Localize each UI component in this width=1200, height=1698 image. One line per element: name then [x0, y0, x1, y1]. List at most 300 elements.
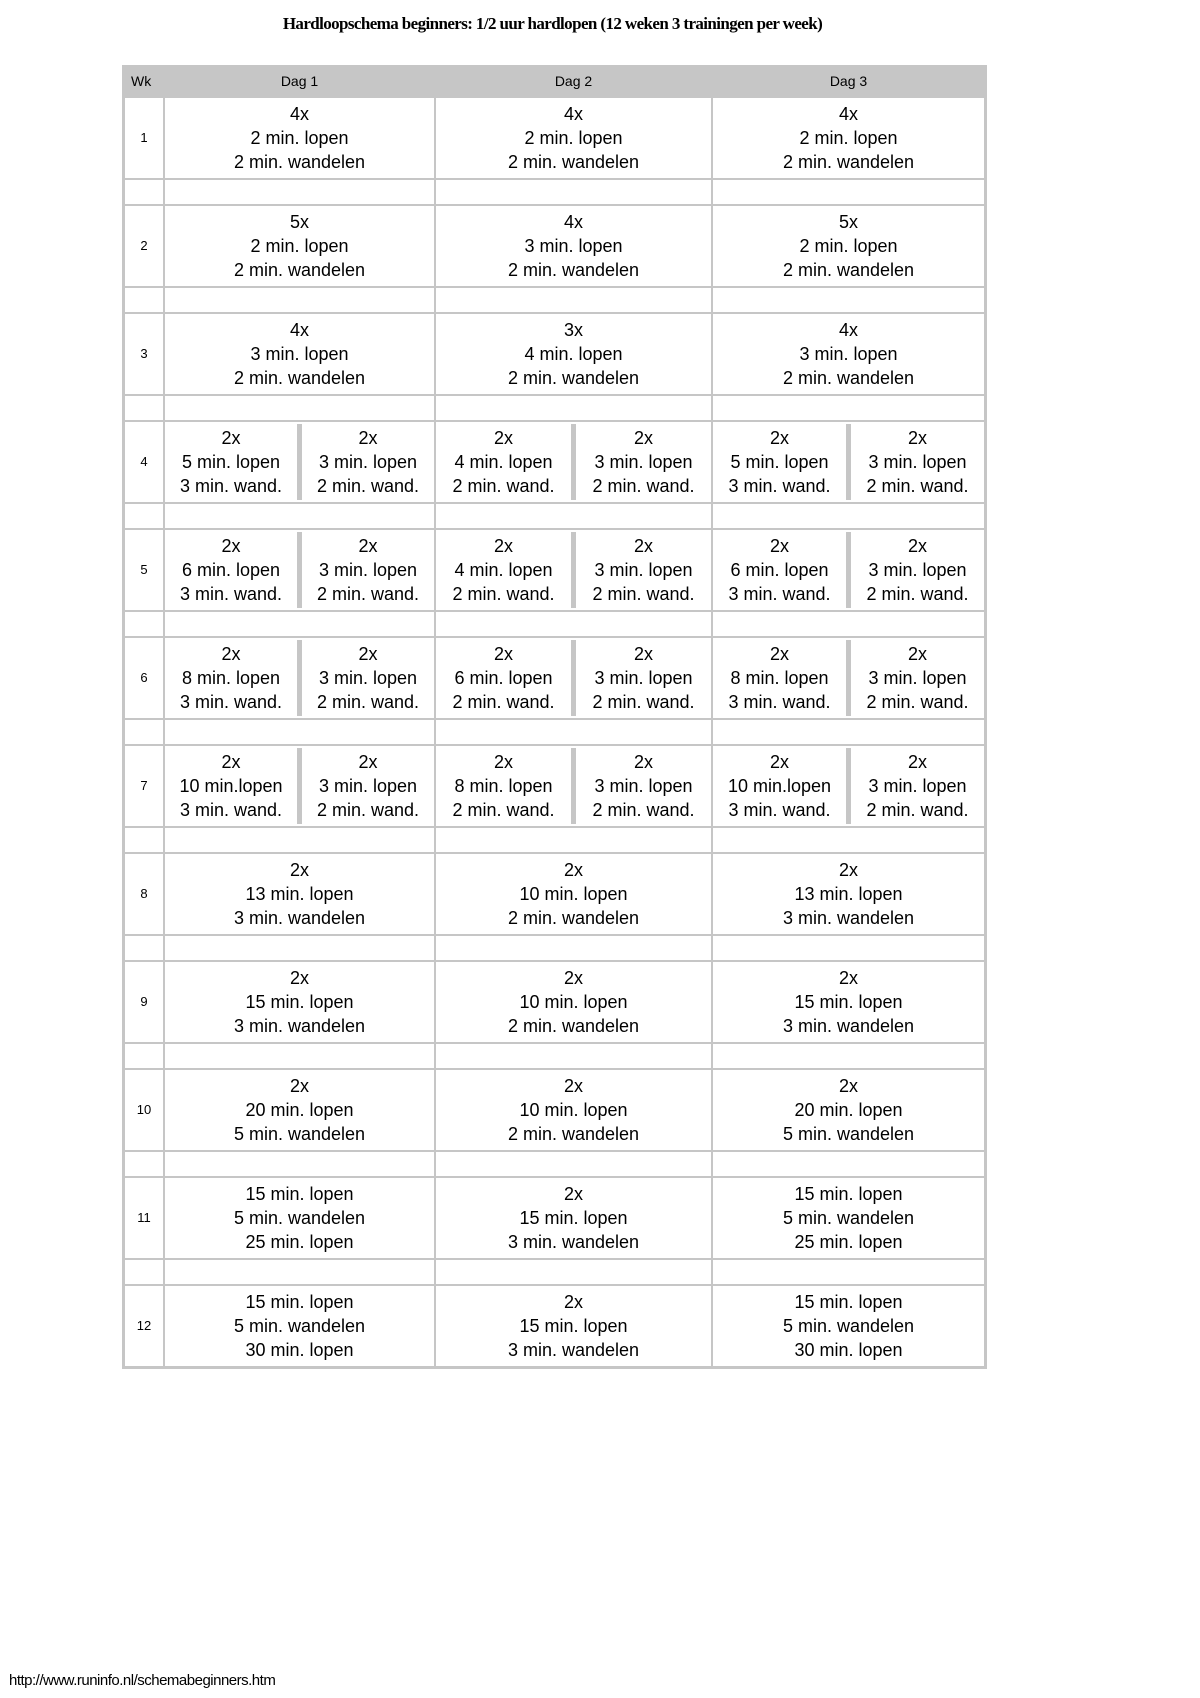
workout-line: 2 min. wand.	[592, 584, 695, 604]
workout-line: 3 min. lopen	[318, 668, 418, 688]
workout-line: 4x	[563, 104, 583, 124]
training-schedule-table	[122, 65, 987, 1369]
day-cell	[712, 1069, 985, 1151]
workout-line: 2 min. wandelen	[507, 152, 640, 172]
workout-line: 2 min. wand.	[866, 800, 969, 820]
day-cell	[164, 205, 435, 287]
day-cell	[435, 637, 712, 719]
workout-line: 2x	[289, 1076, 309, 1096]
workout-line: 8 min. lopen	[730, 668, 829, 688]
empty-cell	[124, 1259, 164, 1285]
spacer-row	[124, 395, 985, 421]
workout-line: 2 min. wandelen	[782, 368, 915, 388]
workout-line: 2x	[221, 752, 241, 772]
week-number: 5	[124, 529, 164, 611]
workout-line: 4 min. lopen	[454, 560, 553, 580]
workout-line: 2x	[769, 752, 789, 772]
empty-cell	[712, 611, 985, 637]
day-cell	[435, 313, 712, 395]
empty-cell	[164, 1259, 435, 1285]
split-workout	[713, 424, 984, 500]
spacer-row	[124, 611, 985, 637]
day-cell	[164, 1069, 435, 1151]
empty-cell	[435, 287, 712, 313]
workout-line: 13 min. lopen	[245, 884, 354, 904]
empty-cell	[124, 287, 164, 313]
day-cell	[712, 97, 985, 179]
day-cell	[164, 1285, 435, 1367]
week-row	[124, 1285, 985, 1367]
source-url: http://www.runinfo.nl/schemabeginners.htm	[9, 1672, 276, 1689]
workout-line: 15 min. lopen	[245, 1292, 354, 1312]
workout-line: 2x	[633, 536, 653, 556]
day-cell	[164, 637, 435, 719]
workout-line: 2x	[563, 1292, 583, 1312]
workout-part	[302, 642, 434, 714]
day-cell	[435, 853, 712, 935]
empty-cell	[435, 179, 712, 205]
workout-line: 25 min. lopen	[245, 1232, 354, 1252]
workout-part	[713, 750, 846, 822]
workout-line: 3 min. wandelen	[507, 1232, 640, 1252]
workout-line: 3 min. lopen	[868, 776, 967, 796]
empty-cell	[164, 1043, 435, 1069]
empty-cell	[164, 935, 435, 961]
workout-line: 25 min. lopen	[794, 1232, 903, 1252]
empty-cell	[164, 827, 435, 853]
workout-line: 2x	[907, 536, 927, 556]
empty-cell	[712, 827, 985, 853]
workout-line: 2x	[493, 644, 513, 664]
day-cell	[435, 1069, 712, 1151]
spacer-row	[124, 935, 985, 961]
workout-line: 2 min. wand.	[592, 800, 695, 820]
workout-line: 3 min. lopen	[594, 452, 693, 472]
week-row	[124, 1177, 985, 1259]
workout-line: 2 min. wand.	[866, 476, 969, 496]
workout-line: 3 min. wandelen	[507, 1340, 640, 1360]
workout-line: 2 min. wand.	[452, 584, 555, 604]
workout-line: 3 min. lopen	[524, 236, 623, 256]
split-workout	[436, 532, 711, 608]
workout-part	[436, 426, 571, 498]
day-cell	[712, 421, 985, 503]
workout-line: 6 min. lopen	[181, 560, 281, 580]
split-workout	[436, 748, 711, 824]
workout-part	[851, 750, 984, 822]
workout-line: 15 min. lopen	[245, 1184, 354, 1204]
day-cell	[164, 1177, 435, 1259]
workout-line: 15 min. lopen	[794, 992, 903, 1012]
empty-cell	[712, 935, 985, 961]
workout-line: 2x	[907, 428, 927, 448]
week-number: 7	[124, 745, 164, 827]
spacer-row	[124, 287, 985, 313]
workout-line: 3 min. wandelen	[782, 1016, 915, 1036]
workout-part	[576, 534, 711, 606]
workout-line: 30 min. lopen	[245, 1340, 354, 1360]
workout-part	[436, 534, 571, 606]
day-cell	[712, 961, 985, 1043]
page-title: Hardloopschema beginners: 1/2 uur hardlopen (12 weken 3 trainingen per week)	[282, 14, 823, 33]
workout-line: 2 min. wand.	[316, 476, 420, 496]
empty-cell	[164, 395, 435, 421]
workout-line: 2x	[907, 644, 927, 664]
workout-line: 2 min. wand.	[866, 692, 969, 712]
workout-line: 2 min. wand.	[592, 692, 695, 712]
workout-line: 2 min. wand.	[316, 584, 420, 604]
day-cell	[164, 313, 435, 395]
day-cell	[712, 637, 985, 719]
workout-line: 2 min. wandelen	[507, 908, 640, 928]
day-cell	[712, 313, 985, 395]
week-row	[124, 529, 985, 611]
split-workout	[713, 748, 984, 824]
week-number: 10	[124, 1069, 164, 1151]
workout-line: 2x	[563, 1184, 583, 1204]
week-row	[124, 205, 985, 287]
workout-line: 3 min. lopen	[318, 560, 418, 580]
workout-part	[576, 642, 711, 714]
workout-part	[576, 426, 711, 498]
day-cell	[712, 529, 985, 611]
workout-line: 2 min. wand.	[316, 692, 420, 712]
split-workout	[165, 640, 434, 716]
empty-cell	[124, 179, 164, 205]
workout-part	[713, 426, 846, 498]
workout-line: 2x	[358, 752, 378, 772]
empty-cell	[435, 1151, 712, 1177]
split-workout	[165, 424, 434, 500]
empty-cell	[164, 503, 435, 529]
workout-line: 2 min. wandelen	[507, 1016, 640, 1036]
header-row	[124, 65, 985, 97]
workout-line: 2 min. wandelen	[782, 260, 915, 280]
week-number: 4	[124, 421, 164, 503]
workout-line: 15 min. lopen	[794, 1292, 903, 1312]
workout-line: 3 min. wand.	[179, 584, 283, 604]
workout-line: 2 min. wandelen	[233, 152, 366, 172]
empty-cell	[124, 395, 164, 421]
empty-cell	[124, 503, 164, 529]
week-number: 11	[124, 1177, 164, 1259]
week-number: 6	[124, 637, 164, 719]
empty-cell	[435, 827, 712, 853]
workout-line: 3 min. wand.	[728, 584, 831, 604]
workout-part	[713, 534, 846, 606]
workout-line: 2 min. wandelen	[233, 260, 366, 280]
workout-line: 6 min. lopen	[730, 560, 829, 580]
workout-line: 5 min. wandelen	[782, 1208, 915, 1228]
week-row	[124, 745, 985, 827]
workout-line: 2x	[838, 860, 858, 880]
empty-cell	[712, 719, 985, 745]
workout-line: 15 min. lopen	[519, 1208, 628, 1228]
workout-line: 2x	[633, 428, 653, 448]
workout-line: 3 min. wand.	[179, 692, 283, 712]
empty-cell	[435, 1259, 712, 1285]
workout-line: 20 min. lopen	[794, 1100, 903, 1120]
day-cell	[164, 853, 435, 935]
day-cell	[164, 97, 435, 179]
spacer-row	[124, 1151, 985, 1177]
workout-part	[851, 426, 984, 498]
workout-line: 3 min. wand.	[179, 800, 283, 820]
workout-line: 13 min. lopen	[794, 884, 903, 904]
workout-line: 2x	[493, 428, 513, 448]
workout-line: 2 min. lopen	[799, 236, 898, 256]
day-cell	[435, 97, 712, 179]
workout-line: 5x	[289, 212, 309, 232]
empty-cell	[124, 827, 164, 853]
workout-line: 10 min.lopen	[179, 776, 283, 796]
workout-line: 2x	[358, 644, 378, 664]
workout-line: 2 min. wand.	[452, 800, 555, 820]
workout-line: 2x	[769, 428, 789, 448]
workout-line: 2 min. wandelen	[507, 260, 640, 280]
workout-line: 2 min. wandelen	[233, 368, 366, 388]
workout-line: 5 min. wandelen	[782, 1316, 915, 1336]
empty-cell	[435, 611, 712, 637]
workout-line: 4x	[563, 212, 583, 232]
split-workout	[165, 532, 434, 608]
workout-line: 2 min. lopen	[250, 236, 349, 256]
workout-part	[302, 750, 434, 822]
spacer-row	[124, 1259, 985, 1285]
workout-line: 5x	[838, 212, 858, 232]
empty-cell	[164, 719, 435, 745]
header-day-2: Dag 2	[435, 65, 712, 97]
spacer-row	[124, 827, 985, 853]
workout-part	[713, 642, 846, 714]
split-workout	[436, 424, 711, 500]
workout-part	[851, 642, 984, 714]
workout-line: 2 min. lopen	[799, 128, 898, 148]
week-number: 12	[124, 1285, 164, 1367]
empty-cell	[435, 935, 712, 961]
day-cell	[435, 421, 712, 503]
workout-line: 2x	[838, 1076, 858, 1096]
header-day-3: Dag 3	[712, 65, 985, 97]
workout-line: 10 min. lopen	[519, 1100, 628, 1120]
workout-line: 8 min. lopen	[454, 776, 553, 796]
day-cell	[435, 1285, 712, 1367]
workout-part	[436, 750, 571, 822]
week-number: 8	[124, 853, 164, 935]
workout-line: 2 min. wand.	[452, 692, 555, 712]
workout-line: 2 min. wandelen	[782, 152, 915, 172]
workout-line: 2 min. wandelen	[507, 368, 640, 388]
split-workout	[165, 748, 434, 824]
empty-cell	[124, 611, 164, 637]
workout-line: 15 min. lopen	[519, 1316, 628, 1336]
week-row	[124, 637, 985, 719]
workout-line: 2 min. wand.	[316, 800, 420, 820]
workout-line: 3 min. lopen	[250, 344, 349, 364]
day-cell	[164, 529, 435, 611]
week-row	[124, 97, 985, 179]
workout-line: 15 min. lopen	[794, 1184, 903, 1204]
header-day-1: Dag 1	[164, 65, 435, 97]
empty-cell	[712, 287, 985, 313]
workout-line: 3x	[563, 320, 583, 340]
workout-line: 10 min.lopen	[727, 776, 832, 796]
workout-part	[165, 534, 297, 606]
workout-line: 2 min. wandelen	[507, 1124, 640, 1144]
workout-line: 2 min. lopen	[524, 128, 623, 148]
spacer-row	[124, 1043, 985, 1069]
empty-cell	[435, 395, 712, 421]
workout-line: 3 min. lopen	[318, 452, 418, 472]
workout-line: 4 min. lopen	[524, 344, 623, 364]
day-cell	[435, 961, 712, 1043]
split-workout	[436, 640, 711, 716]
header-week: Wk	[124, 65, 164, 97]
workout-line: 2x	[493, 752, 513, 772]
day-cell	[712, 1285, 985, 1367]
workout-part	[165, 750, 297, 822]
workout-line: 2 min. wand.	[592, 476, 695, 496]
workout-line: 3 min. wandelen	[233, 1016, 366, 1036]
week-row	[124, 961, 985, 1043]
week-row	[124, 1069, 985, 1151]
empty-cell	[124, 1151, 164, 1177]
workout-line: 2x	[358, 536, 378, 556]
day-cell	[164, 961, 435, 1043]
workout-line: 3 min. lopen	[594, 668, 693, 688]
empty-cell	[164, 611, 435, 637]
workout-line: 10 min. lopen	[519, 992, 628, 1012]
split-workout	[713, 640, 984, 716]
workout-part	[576, 750, 711, 822]
workout-line: 2x	[769, 536, 789, 556]
empty-cell	[712, 179, 985, 205]
workout-line: 2x	[358, 428, 378, 448]
workout-line: 3 min. wand.	[179, 476, 283, 496]
empty-cell	[435, 1043, 712, 1069]
workout-line: 2 min. wand.	[866, 584, 969, 604]
workout-line: 30 min. lopen	[794, 1340, 903, 1360]
workout-line: 2x	[563, 860, 583, 880]
week-number: 3	[124, 313, 164, 395]
day-cell	[164, 745, 435, 827]
day-cell	[164, 421, 435, 503]
workout-line: 4x	[289, 104, 309, 124]
empty-cell	[164, 287, 435, 313]
spacer-row	[124, 179, 985, 205]
workout-line: 2x	[563, 1076, 583, 1096]
workout-line: 2x	[221, 536, 241, 556]
workout-part	[302, 534, 434, 606]
spacer-row	[124, 503, 985, 529]
workout-line: 4x	[838, 320, 858, 340]
day-cell	[435, 1177, 712, 1259]
spacer-row	[124, 719, 985, 745]
workout-line: 3 min. wand.	[728, 692, 831, 712]
workout-line: 3 min. wand.	[728, 476, 831, 496]
workout-line: 4x	[838, 104, 858, 124]
workout-line: 20 min. lopen	[245, 1100, 354, 1120]
empty-cell	[435, 719, 712, 745]
workout-part	[302, 426, 434, 498]
workout-line: 2x	[221, 428, 241, 448]
week-row	[124, 853, 985, 935]
empty-cell	[712, 1259, 985, 1285]
week-number: 2	[124, 205, 164, 287]
workout-line: 3 min. wandelen	[233, 908, 366, 928]
day-cell	[435, 205, 712, 287]
empty-cell	[712, 1043, 985, 1069]
workout-part	[165, 426, 297, 498]
empty-cell	[124, 1043, 164, 1069]
workout-line: 3 min. lopen	[868, 452, 967, 472]
workout-line: 2x	[563, 968, 583, 988]
workout-line: 3 min. lopen	[868, 668, 967, 688]
split-workout	[713, 532, 984, 608]
workout-line: 5 min. wandelen	[233, 1208, 366, 1228]
workout-line: 2 min. wand.	[452, 476, 555, 496]
workout-line: 5 min. wandelen	[233, 1316, 366, 1336]
workout-line: 4 min. lopen	[454, 452, 553, 472]
week-number: 9	[124, 961, 164, 1043]
workout-line: 2x	[289, 860, 309, 880]
empty-cell	[712, 1151, 985, 1177]
workout-line: 3 min. lopen	[318, 776, 418, 796]
workout-line: 5 min. wandelen	[233, 1124, 366, 1144]
day-cell	[435, 529, 712, 611]
day-cell	[435, 745, 712, 827]
workout-line: 10 min. lopen	[519, 884, 628, 904]
empty-cell	[124, 719, 164, 745]
workout-part	[165, 642, 297, 714]
workout-line: 3 min. lopen	[799, 344, 898, 364]
empty-cell	[712, 395, 985, 421]
empty-cell	[124, 935, 164, 961]
empty-cell	[712, 503, 985, 529]
workout-line: 3 min. wandelen	[782, 908, 915, 928]
workout-line: 3 min. wand.	[728, 800, 831, 820]
workout-part	[436, 642, 571, 714]
workout-line: 3 min. lopen	[868, 560, 967, 580]
workout-line: 2x	[907, 752, 927, 772]
empty-cell	[435, 503, 712, 529]
day-cell	[712, 745, 985, 827]
week-row	[124, 421, 985, 503]
workout-line: 8 min. lopen	[181, 668, 281, 688]
workout-line: 2x	[221, 644, 241, 664]
week-number: 1	[124, 97, 164, 179]
workout-line: 4x	[289, 320, 309, 340]
day-cell	[712, 853, 985, 935]
workout-line: 2x	[493, 536, 513, 556]
workout-line: 2x	[633, 644, 653, 664]
workout-part	[851, 534, 984, 606]
workout-line: 5 min. lopen	[181, 452, 281, 472]
workout-line: 2x	[289, 968, 309, 988]
day-cell	[712, 205, 985, 287]
empty-cell	[164, 179, 435, 205]
workout-line: 2 min. lopen	[250, 128, 349, 148]
workout-line: 5 min. lopen	[730, 452, 829, 472]
empty-cell	[164, 1151, 435, 1177]
workout-line: 3 min. lopen	[594, 560, 693, 580]
workout-line: 5 min. wandelen	[782, 1124, 915, 1144]
workout-line: 3 min. lopen	[594, 776, 693, 796]
workout-line: 15 min. lopen	[245, 992, 354, 1012]
week-row	[124, 313, 985, 395]
workout-line: 6 min. lopen	[454, 668, 553, 688]
workout-line: 2x	[838, 968, 858, 988]
